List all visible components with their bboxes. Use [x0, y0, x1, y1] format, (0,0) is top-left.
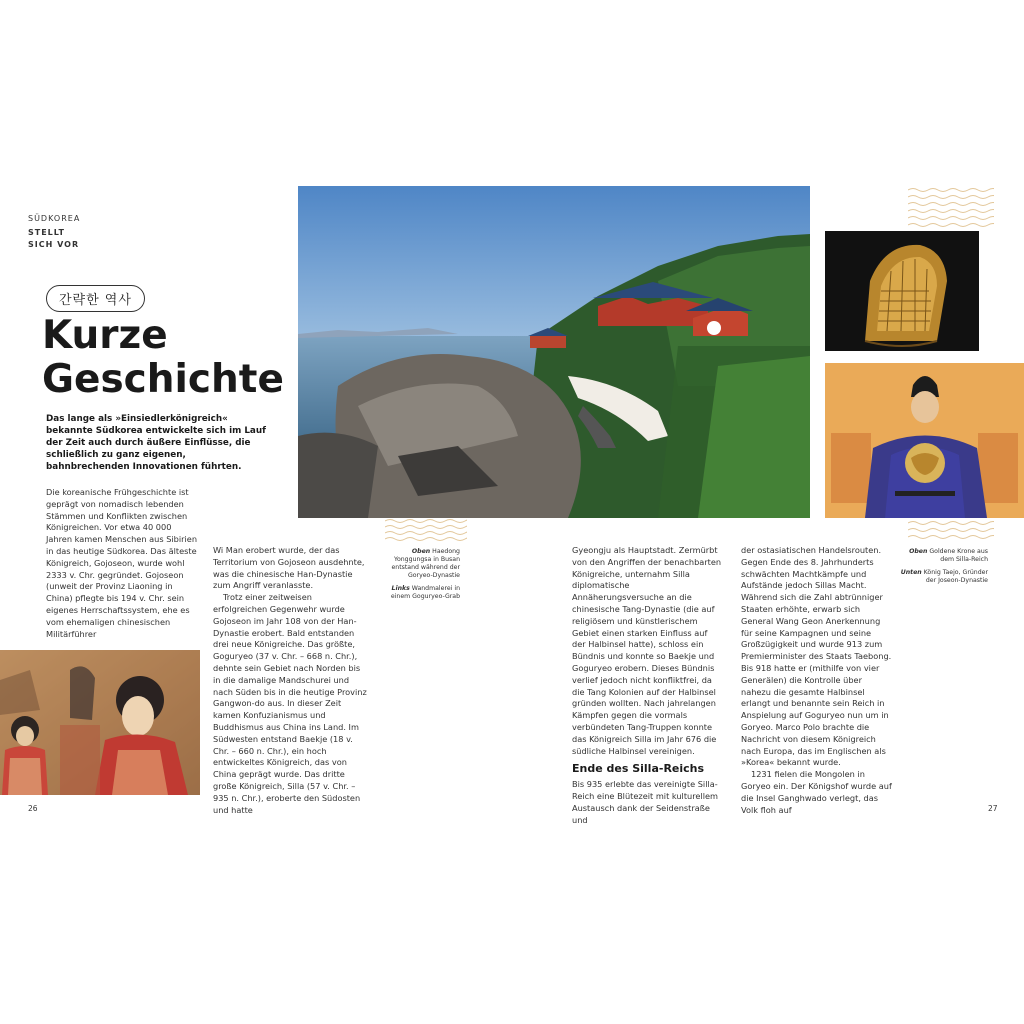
body-column-3 — [572, 545, 722, 827]
temple-photo — [298, 186, 810, 518]
caption-king-text: König Taejo, Gründer der Joseon-Dynastie — [923, 569, 988, 584]
caption-king-label: Unten — [900, 569, 922, 576]
col2-paragraph-2: Trotz einer zeitweisen erfolgreichen Gegenwehr wurde Gojoseon im Jahr 108 von der Han-Dynastie erobert. Bald entstanden drei neue Königreiche. Das größte, Goguryeo (37 v. Chr. – 668 n. Chr.), dehnte sein Gebiet nach Norden bis in die damalige Mandschurei und nach Süden bis in die heutige Provinz Gangwon-do aus. In dieser Zeit kamen Konfuzianismus und Buddhismus aus China ins Land. Im Südwesten entstand Baekje (18 v. Chr. – 660 n. Chr.), ein hoch entwickeltes Königreich, das von China geprägt wurde. Das dritte große Königreich, Silla (57 v. Chr. – 935 n. Chr.), eroberte den Südosten und hatte — [213, 592, 367, 815]
title-line1: Kurze — [42, 313, 168, 358]
running-header — [28, 213, 80, 251]
korean-label: 간략한 역사 — [46, 285, 145, 312]
page-number-right: 27 — [988, 804, 998, 813]
header-country: SÜDKOREA — [28, 214, 81, 223]
king-portrait-photo — [825, 363, 1024, 518]
caption-temple-label: Oben — [411, 548, 431, 555]
col1-paragraph: Die koreanische Frühgeschichte ist geprägt von nomadisch lebenden Stämmen und Konflikten zwischen Königreichen. Vor etwa 40 000 Jahren kamen Menschen aus Sibirien in das heutige Südkorea. Das älteste Königreich, Gojoseon, wurde wohl 2333 v. Chr. gegründet. Gojoseon (unweit der Provinz Liaoning in China) pflegte bis 194 v. Chr. sein eigenes Herrschaftssystem, ehe es vom ehemaligen chinesischen Militärführer — [46, 487, 198, 639]
lead-paragraph: Das lange als »Einsiedlerkönigreich« bekannte Südkorea entwickelte sich im Lauf der Zeit auch durch äußere Einflüsse, die schließlich zu ganz eigenen, bahnbrechenden Innovationen führten. — [46, 414, 266, 472]
body-column-4 — [741, 545, 893, 816]
col4-paragraph-1: der ostasiatischen Handelsrouten. Gegen Ende des 8. Jahrhunderts schwächten Machtkämpfe und Aufstände jedoch Sillas Macht. Während sich die Zahl abtrünniger Staaten erhöhte, erwarb sich General Wang Geon Anerkennung für seine Kampagnen und seine Großzügigkeit und wurde 913 zum Premierminister des Staats Taebong. Bis 918 hatte er (mithilfe von vier Generälen) die Kontrolle über nahezu die gesamte Halbinsel erlangt und benannte sein Reich in Anspielung auf Goguryeo nun um in Goryeo. Marco Polo brachte die Nachricht von diesem Königreich nach Europa, das im Englischen als »Korea« bekannt wurde. — [741, 545, 892, 768]
col4-paragraph-2: 1231 fielen die Mongolen in Goryeo ein. Der Königshof wurde auf die Insel Ganghwado verlegt, das Volk floh auf — [741, 769, 892, 815]
body-column-1 — [46, 487, 198, 640]
col3-paragraph-2: Bis 935 erlebte das vereinigte Silla-Reich eine Blütezeit mit kulturellem Austausch dank der Seidenstraße und — [572, 779, 719, 825]
caption-mural — [378, 585, 460, 601]
caption-crown-text: Goldene Krone aus dem Silla-Reich — [929, 548, 988, 563]
wave-pattern-icon — [908, 186, 994, 232]
wave-pattern-icon — [908, 519, 994, 545]
body-column-2 — [213, 545, 368, 816]
caption-right — [900, 548, 988, 590]
col3-paragraph-1: Gyeongju als Hauptstadt. Zermürbt von den Angriffen der benachbarten Königreiche, unternahm Silla diplomatische Annäherungsversuche an die chinesische Tang-Dynastie (die auf religiösem und künstlerischem Gebiet einen starken Einfluss auf der Halbinsel hatte), schloss ein Bündnis und konnte so Baekje und Goguryeo erobern. Dieses Bündnis verlief jedoch nicht konfliktfrei, da die Tang Kolonien auf der Halbinsel gründen wollten. Nach jahrelangen Kämpfen gegen die vormals verbündeten Tang-Truppen konnte das Königreich Silla im Jahr 676 die südliche Halbinsel vereinigen. — [572, 545, 722, 756]
caption-mural-label: Links — [391, 585, 410, 592]
crown-photo — [825, 231, 979, 351]
caption-king — [900, 569, 988, 585]
title-line2: Geschichte — [42, 357, 284, 402]
caption-temple — [378, 548, 460, 580]
header-series-line2: SICH VOR — [28, 240, 80, 249]
caption-crown — [900, 548, 988, 564]
col2-paragraph-1: Wi Man erobert wurde, der das Territorium von Gojoseon ausdehnte, was die chinesische Han-Dynastie zum Angriff veranlasste. — [213, 545, 365, 591]
caption-temple-text: Haedong Yonggungsa in Busan entstand während der Goryeo-Dynastie — [391, 548, 460, 579]
page-number-left: 26 — [28, 804, 38, 813]
page-title — [42, 314, 284, 402]
header-series-line1: STELLT — [28, 228, 66, 237]
caption-crown-label: Oben — [909, 548, 928, 555]
caption-left — [378, 548, 460, 606]
mural-photo — [0, 650, 200, 795]
caption-mural-text: Wandmalerei in einem Goguryeo-Grab — [390, 585, 460, 600]
wave-pattern-icon — [385, 517, 467, 547]
section-heading: Ende des Silla-Reichs — [572, 762, 705, 776]
